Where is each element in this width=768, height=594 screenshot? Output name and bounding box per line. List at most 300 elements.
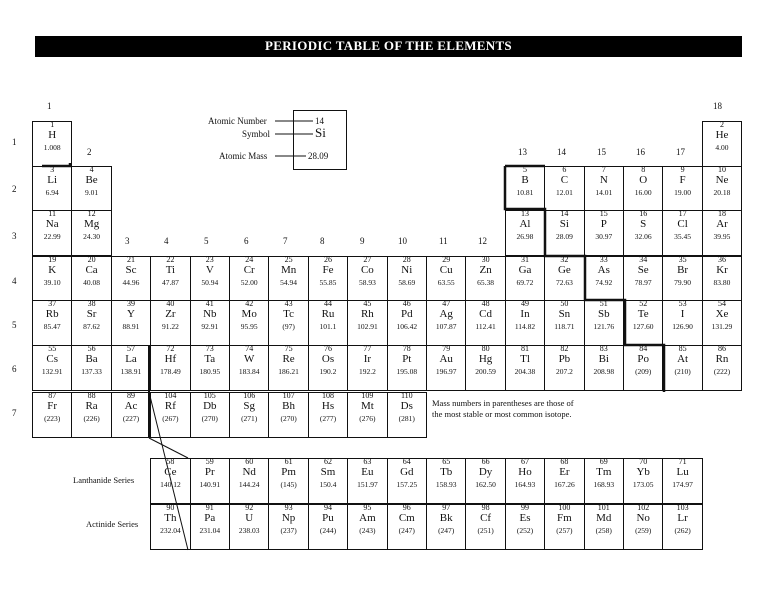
element-symbol: Bh [282,400,295,412]
element-atomic-mass: 195.08 [396,367,418,376]
element-symbol: Ra [85,400,98,412]
element-atomic-mass: (223) [44,414,61,423]
element-atomic-number: 95 [363,503,372,512]
element-symbol: Ac [124,400,138,412]
element-atomic-number: 33 [599,255,608,264]
element-atomic-mass: 151.97 [357,480,378,489]
period-label-1: 1 [12,137,17,147]
element-atomic-number: 106 [243,391,256,400]
element-atomic-number: 50 [560,299,569,308]
element-symbol: Tc [283,308,294,320]
element-symbol: Ca [85,264,98,276]
group-label-1: 1 [47,101,52,111]
element-atomic-number: 53 [678,299,687,308]
element-atomic-mass: (281) [398,414,415,423]
element-atomic-mass: 22.99 [43,232,61,241]
element-atomic-mass: 158.93 [435,480,457,489]
element-atomic-mass: 150.4 [319,480,337,489]
element-atomic-mass: 91.22 [161,322,179,331]
element-symbol: Ce [164,466,177,478]
element-atomic-number: 54 [717,299,726,308]
period-label-4: 4 [12,276,17,286]
element-atomic-number: 59 [205,457,214,466]
element-atomic-mass: (251) [477,526,494,535]
element-symbol: As [597,264,610,276]
element-atomic-number: 86 [717,344,726,353]
element-atomic-mass: 39.10 [43,278,61,287]
element-atomic-number: 75 [284,344,293,353]
element-atomic-mass: 87.62 [83,322,101,331]
element-atomic-mass: 52.00 [240,278,258,287]
element-atomic-mass: 12.01 [555,188,573,197]
element-atomic-mass: 44.96 [122,278,140,287]
element-symbol: Hf [164,353,177,365]
group-label-12: 12 [478,236,487,246]
element-symbol: Rh [360,308,374,320]
element-symbol: Ge [557,264,571,276]
element-atomic-mass: 69.72 [516,278,534,287]
element-symbol: Zr [165,308,176,320]
element-atomic-mass: 200.59 [475,367,496,376]
element-atomic-number: 46 [402,299,411,308]
element-atomic-mass: (277) [319,414,337,423]
element-symbol: Ho [518,466,532,478]
period-label-5: 5 [12,320,17,330]
element-symbol: Re [282,353,295,365]
element-atomic-number: 70 [639,457,648,466]
element-symbol: K [48,264,57,276]
element-symbol: Eu [361,466,374,478]
element-symbol: Tl [520,353,530,365]
element-symbol: Bi [598,353,609,365]
group-label-8: 8 [320,236,325,246]
element-atomic-number: 5 [522,165,527,174]
element-symbol: Be [85,174,98,186]
element-symbol: Cm [398,512,415,524]
element-atomic-mass: 138.91 [120,367,142,376]
element-atomic-mass: 107.87 [435,322,457,331]
element-atomic-number: 100 [558,503,571,512]
element-symbol: Fr [47,400,58,412]
element-atomic-number: 93 [284,503,293,512]
actinide-series-label: Actinide Series [86,519,139,529]
element-symbol: Nb [203,308,217,320]
element-symbol: Ar [716,218,728,230]
element-atomic-number: 98 [481,503,490,512]
element-atomic-number: 42 [245,299,254,308]
element-symbol: No [636,512,650,524]
element-symbol: Yb [636,466,650,478]
period-label-3: 3 [12,231,17,241]
element-atomic-number: 92 [245,503,254,512]
element-atomic-mass: 39.95 [713,232,731,241]
element-atomic-mass: 95.95 [240,322,258,331]
element-atomic-number: 71 [678,457,687,466]
element-atomic-mass: 173.05 [632,480,654,489]
element-atomic-mass: (271) [241,414,258,423]
element-symbol: O [639,174,648,186]
element-symbol: Pd [400,308,413,320]
element-atomic-mass: (276) [359,414,376,423]
element-symbol: Rb [45,308,59,320]
group-label-9: 9 [360,236,365,246]
group-label-14: 14 [557,147,566,157]
element-symbol: Md [596,512,612,524]
element-atomic-number: 18 [717,209,726,218]
element-atomic-mass: 118.71 [554,322,575,331]
element-atomic-mass: 204.38 [514,367,536,376]
element-atomic-mass: 65.38 [477,278,495,287]
element-atomic-number: 21 [126,255,135,264]
element-atomic-number: 102 [637,503,650,512]
element-symbol: Pt [402,353,412,365]
element-atomic-mass: 92.91 [201,322,219,331]
element-symbol: At [677,353,689,365]
element-atomic-number: 78 [402,344,411,353]
element-atomic-number: 28 [402,255,411,264]
element-symbol: Ta [204,353,216,365]
element-atomic-mass: 144.24 [238,480,260,489]
element-symbol: Te [637,308,649,320]
element-symbol: Sg [243,400,255,412]
element-symbol: Db [203,400,217,412]
element-atomic-mass: (247) [398,526,415,535]
element-atomic-number: 52 [639,299,648,308]
element-atomic-mass: (252) [516,526,534,535]
element-symbol: S [640,218,647,230]
element-atomic-number: 1 [50,120,55,129]
element-atomic-number: 76 [323,344,332,353]
element-atomic-mass: (210) [674,367,691,376]
element-symbol: Sm [320,466,336,478]
element-symbol: Si [559,218,569,230]
element-symbol: H [48,129,57,141]
element-atomic-mass: 83.80 [713,278,731,287]
element-atomic-number: 77 [363,344,372,353]
element-atomic-mass: (270) [280,414,297,423]
group-label-15: 15 [597,147,606,157]
element-atomic-mass: 47.87 [161,278,179,287]
element-symbol: Pr [204,466,215,478]
element-atomic-mass: 14.01 [595,188,613,197]
element-symbol: Au [439,353,453,365]
element-atomic-number: 11 [48,209,57,218]
element-symbol: Rf [164,400,176,412]
element-symbol: Na [45,218,59,230]
element-atomic-number: 49 [520,299,529,308]
element-symbol: F [679,174,686,186]
element-atomic-mass: 101.1 [319,322,337,331]
element-atomic-mass: 30.97 [595,232,613,241]
element-symbol: Th [164,512,177,524]
element-symbol: C [560,174,569,186]
element-symbol: W [244,353,255,365]
element-atomic-number: 38 [87,299,96,308]
element-atomic-number: 84 [639,344,648,353]
element-atomic-number: 83 [599,344,608,353]
element-symbol: Mt [360,400,374,412]
group-label-17: 17 [676,147,685,157]
element-symbol: Co [360,264,374,276]
group-label-4: 4 [164,236,169,246]
element-symbol: Sr [86,308,97,320]
element-atomic-number: 108 [321,391,334,400]
element-atomic-mass: 168.93 [593,480,615,489]
element-atomic-number: 61 [284,457,293,466]
element-atomic-mass: 102.91 [357,322,378,331]
element-symbol: I [680,308,685,320]
element-atomic-mass: 85.47 [43,322,61,331]
element-atomic-number: 43 [284,299,293,308]
element-atomic-mass: 174.97 [672,480,693,489]
group-label-16: 16 [636,147,645,157]
element-atomic-number: 51 [599,299,608,308]
element-symbol: Pu [322,512,334,524]
element-atomic-number: 97 [442,503,451,512]
element-atomic-mass: (270) [201,414,218,423]
element-atomic-number: 36 [717,255,726,264]
element-symbol: Al [519,218,531,230]
group-label-5: 5 [204,236,209,246]
element-atomic-mass: 126.90 [672,322,693,331]
element-atomic-number: 2 [719,120,724,129]
element-atomic-mass: 180.95 [199,367,221,376]
legend-symbol-label: Symbol [242,129,271,139]
isotope-note-line-2: the most stable or most common isotope. [432,409,572,419]
element-atomic-number: 79 [442,344,451,353]
element-atomic-number: 15 [599,209,608,218]
legend-example-symbol: Si [315,125,326,140]
element-atomic-mass: (227) [122,414,140,423]
group-label-2: 2 [87,147,92,157]
element-atomic-mass: 121.76 [593,322,615,331]
element-atomic-number: 104 [164,391,177,400]
element-atomic-mass: 9.01 [85,188,99,197]
element-symbol: In [520,308,530,320]
element-symbol: Os [321,353,335,365]
legend-example-number: 14 [315,116,324,126]
element-atomic-mass: 55.85 [319,278,337,287]
element-atomic-mass: 231.04 [199,526,221,535]
element-atomic-number: 48 [481,299,490,308]
element-atomic-mass: (226) [83,414,100,423]
element-atomic-number: 22 [166,255,175,264]
element-atomic-mass: (222) [713,367,731,376]
element-atomic-number: 24 [245,255,254,264]
element-symbol: Cu [439,264,453,276]
element-symbol: Pm [281,466,296,478]
element-symbol: Cd [479,308,492,320]
element-symbol: Fm [557,512,572,524]
element-atomic-mass: 35.45 [674,232,692,241]
element-atomic-number: 90 [166,503,175,512]
element-atomic-number: 39 [126,299,135,308]
element-symbol: Gd [400,466,414,478]
element-atomic-number: 82 [560,344,569,353]
element-symbol: Y [127,308,135,320]
legend-example-mass: 28.09 [308,151,329,161]
element-atomic-number: 64 [402,457,411,466]
element-atomic-mass: 127.60 [632,322,654,331]
element-atomic-mass: (237) [280,526,297,535]
element-symbol: Bk [439,512,453,524]
element-atomic-mass: 232.04 [160,526,181,535]
element-symbol: Cr [243,264,255,276]
element-atomic-mass: 6.94 [45,188,59,197]
element-symbol: Ni [401,264,413,276]
element-symbol: Kr [716,264,728,276]
element-atomic-number: 73 [205,344,214,353]
element-atomic-number: 13 [520,209,529,218]
element-atomic-mass: 79.90 [674,278,692,287]
legend-atomic-mass-label: Atomic Mass [219,151,268,161]
element-atomic-number: 34 [639,255,648,264]
element-atomic-mass: 72.63 [555,278,573,287]
element-atomic-number: 103 [676,503,689,512]
element-symbol: V [205,264,214,276]
element-atomic-number: 65 [442,457,451,466]
element-atomic-mass: (145) [280,480,297,489]
element-symbol: Lu [676,466,689,478]
element-symbol: Mn [280,264,297,276]
element-atomic-number: 89 [126,391,135,400]
group-label-13: 13 [518,147,527,157]
group-label-3: 3 [125,236,130,246]
element-atomic-number: 91 [205,503,214,512]
element-atomic-mass: 16.00 [634,188,652,197]
element-symbol: Zn [479,264,492,276]
legend-atomic-number-label: Atomic Number [208,116,267,126]
element-atomic-mass: (97) [282,322,295,331]
element-atomic-mass: 78.97 [634,278,652,287]
element-symbol: B [521,174,529,186]
element-atomic-mass: 50.94 [201,278,219,287]
element-atomic-number: 47 [442,299,451,308]
element-symbol: Er [559,466,570,478]
element-atomic-mass: (244) [319,526,337,535]
element-symbol: Hs [321,400,335,412]
element-atomic-number: 6 [562,165,567,174]
element-atomic-mass: 26.98 [516,232,534,241]
element-atomic-number: 20 [87,255,96,264]
element-atomic-number: 14 [560,209,569,218]
element-symbol: La [125,353,137,365]
element-symbol: Tm [596,466,612,478]
element-atomic-number: 62 [323,457,332,466]
element-symbol: Ir [363,353,372,365]
group-label-18: 18 [713,101,722,111]
element-atomic-mass: (258) [595,526,612,535]
element-symbol: Mo [241,308,257,320]
element-atomic-mass: 24.30 [83,232,101,241]
element-atomic-mass: 58.93 [358,278,376,287]
element-symbol: Cl [677,218,688,230]
element-atomic-mass: 186.21 [278,367,299,376]
element-atomic-mass: 19.00 [674,188,692,197]
element-atomic-mass: (267) [162,414,179,423]
element-symbol: Fe [322,264,334,276]
element-atomic-number: 110 [400,391,413,400]
element-atomic-mass: 4.00 [715,143,729,152]
element-atomic-number: 99 [520,503,529,512]
element-atomic-number: 16 [639,209,648,218]
period-label-7: 7 [12,408,17,418]
element-atomic-mass: 207.2 [555,367,573,376]
element-symbol: Es [519,512,531,524]
element-atomic-mass: 10.81 [516,188,534,197]
element-atomic-number: 29 [442,255,451,264]
element-symbol: N [599,174,608,186]
element-atomic-mass: 140.91 [199,480,221,489]
element-atomic-mass: (243) [359,526,376,535]
element-atomic-number: 63 [363,457,372,466]
element-atomic-mass: 164.93 [514,480,536,489]
element-atomic-number: 80 [481,344,490,353]
period-label-6: 6 [12,364,17,374]
element-symbol: Ti [165,264,176,276]
element-symbol: Br [677,264,689,276]
element-atomic-number: 67 [520,457,529,466]
element-atomic-mass: 54.94 [280,278,298,287]
element-atomic-number: 87 [48,391,57,400]
period-label-2: 2 [12,184,17,194]
element-atomic-mass: 20.18 [713,188,731,197]
element-atomic-number: 4 [89,165,94,174]
element-atomic-number: 81 [520,344,529,353]
element-atomic-mass: 1.008 [43,143,61,152]
element-atomic-number: 9 [680,165,685,174]
element-symbol: Sc [125,264,137,276]
element-symbol: Xe [715,308,729,320]
element-atomic-mass: 196.97 [435,367,457,376]
element-atomic-number: 56 [87,344,96,353]
group-label-10: 10 [398,236,407,246]
element-atomic-number: 41 [205,299,214,308]
element-symbol: Mg [83,218,100,230]
element-atomic-mass: 238.03 [238,526,260,535]
element-symbol: Ds [400,400,413,412]
element-symbol: Ba [85,353,98,365]
element-atomic-number: 26 [323,255,332,264]
isotope-note [432,398,574,420]
isotope-note-line-1: Mass numbers in parentheses are those of [432,398,574,408]
element-atomic-number: 32 [560,255,569,264]
element-atomic-number: 109 [361,391,374,400]
element-atomic-number: 74 [245,344,254,353]
element-atomic-mass: (259) [635,526,652,535]
element-symbol: Cs [46,353,58,365]
group-label-11: 11 [439,236,448,246]
element-symbol: Np [281,512,296,524]
element-atomic-mass: (262) [674,526,691,535]
element-atomic-mass: 157.25 [396,480,418,489]
element-symbol: Pa [204,512,216,524]
element-atomic-number: 3 [50,165,55,174]
element-atomic-number: 107 [282,391,295,400]
element-symbol: Ga [518,264,532,276]
element-atomic-number: 19 [48,255,57,264]
element-atomic-number: 68 [560,457,569,466]
element-atomic-mass: (257) [556,526,573,535]
element-atomic-mass: 132.91 [41,367,63,376]
element-atomic-mass: 190.2 [319,367,337,376]
element-atomic-number: 69 [599,457,608,466]
element-atomic-mass: 137.33 [81,367,102,376]
element-symbol: He [715,129,729,141]
element-atomic-mass: 32.06 [634,232,652,241]
element-symbol: Ne [715,174,729,186]
element-atomic-number: 55 [48,344,57,353]
